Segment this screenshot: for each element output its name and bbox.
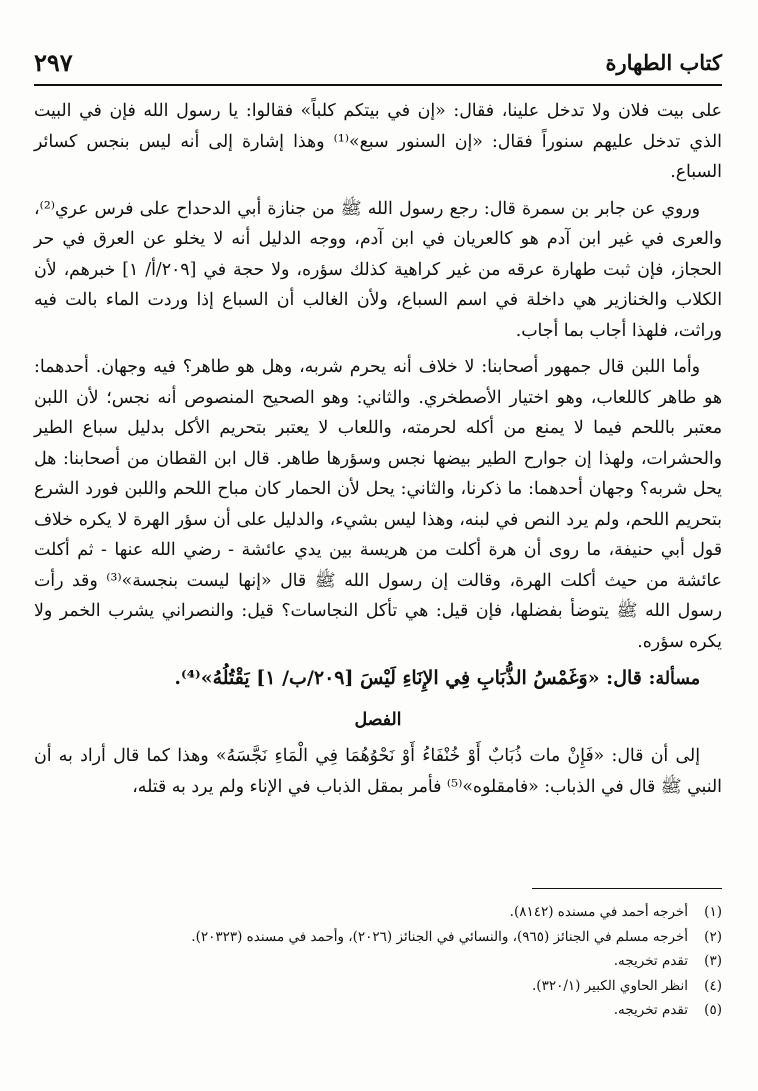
masala-label: مسألة: [655, 669, 700, 689]
footnotes: [34, 900, 722, 1023]
section-title: الفصل: [354, 709, 402, 730]
masala-text: : قال: «وَغَمْسُ الذُّبَابِ فِي الإِنَاءِ لَيْسَ [٢٠٩/ب/ ١] يَقْتُلُهُ»⁽⁴⁾.: [174, 667, 656, 689]
running-title: كتاب الطهارة: [605, 50, 722, 75]
header-rule: [34, 84, 722, 86]
page-header: [34, 42, 722, 82]
paragraph: إلى أن قال: «فَإِنْ مات ذُبَابٌ أَوْ خُنْفَاءُ أَوْ نَحْوُهُمَا فِي الْمَاءِ نَجَّسَهُ» وهذا كما قال أراد به أن النبي ﷺ قال في الذباب: «فامقلوه»⁽⁵⁾ فأمر بمقل الذباب في الإناء ولم يرد به قتله،: [34, 746, 722, 797]
main-text: [34, 96, 722, 808]
masala-paragraph: [34, 663, 722, 695]
footnote: (٤)انظر الحاوي الكبير (٣٢٠/١).: [532, 977, 722, 994]
footnote: (٢)أخرجه مسلم في الجنائز (٩٦٥)، والنسائي في الجنائز (٢٠٢٦)، وأحمد في مسنده (٢٠٣٢٣).: [191, 928, 722, 945]
paragraph: وروي عن جابر بن سمرة قال: رجع رسول الله ﷺ من جنازة أبي الدحداح على فرس عري⁽²⁾، والعرى في غير ابن آدم هو كالعريان في ابن آدم، ووجه الدليل أنه لا يخلو عن العرق في حر الحجاز، فإن ثبت طهارة عرقه من غير كراهية كذلك سؤره، ولا حجة في [٢٠٩/أ/ ١] خبرهم، لأن الكلاب والخنازير هي داخلة في اسم السباع، ولأن الغالب أن السباع إذا وردت الماء بالت فيه وراثت، فلهذا أجاب بما أجاب.: [34, 198, 722, 341]
paragraph: وأما اللبن قال جمهور أصحابنا: لا خلاف أنه يحرم شربه، وهل هو طاهر؟ فيه وجهان. أحدهما: هو طاهر كاللعاب، وهو اختيار الأصطخري. والثاني: وهو الصحيح المنصوص أنه نجس؛ لأن اللبن معتبر باللحم فيما لا يمنع من أكله لحرمته، واللعاب لا يعتبر بتحريم الأكل بدليل سباع الطير والحشرات، ولهذا إن جوارح الطير بيضها نجس وسؤرها طاهر. قال ابن القطان من أصحابنا: هل يحل شربه؟ وجهان أحدهما: ما ذكرنا، والثاني: يحل لأن الحمار كان مباح اللحم واللبن فورد الشرع بتحريم اللحم، ولم يرد النص في لبنه، وهذا ليس بشيء، والدليل على أن سؤر الهرة لا يكره خلاف قول أبي حنيفة، ما روى أن هرة أكلت من هريسة بين يدي عائشة - رضي الله عنها - ثم أكلت عائشة من حيث أكلت الهرة، وقالت إن رسول الله ﷺ قال «إنها ليست بنجسة»⁽³⁾ وقد رأت رسول الله ﷺ يتوضأ بفضلها، فإن قيل: هي تأكل النجاسات؟ قيل: والنصراني يشرب الخمر ولا يكره سؤره.: [34, 357, 722, 652]
footnote: (٥)تقدم تخريجه.: [613, 1002, 722, 1018]
page-number: ٢٩٧: [34, 48, 73, 77]
paragraph: على بيت فلان ولا تدخل علينا، فقال: «إن في بيتكم كلباً» فقالوا: يا رسول الله فإن في البيت الذي تدخل عليهم سنوراً فقال: «إن السنور سبع»⁽¹⁾ وهذا إشارة إلى أنه ليس بنجس كسائر السباع.: [34, 101, 722, 182]
footnote: (٣)تقدم تخريجه.: [613, 953, 722, 969]
footnote: (١)أخرجه أحمد في مسنده (٨١٤٢).: [509, 904, 722, 920]
footnote-rule: [532, 888, 722, 889]
